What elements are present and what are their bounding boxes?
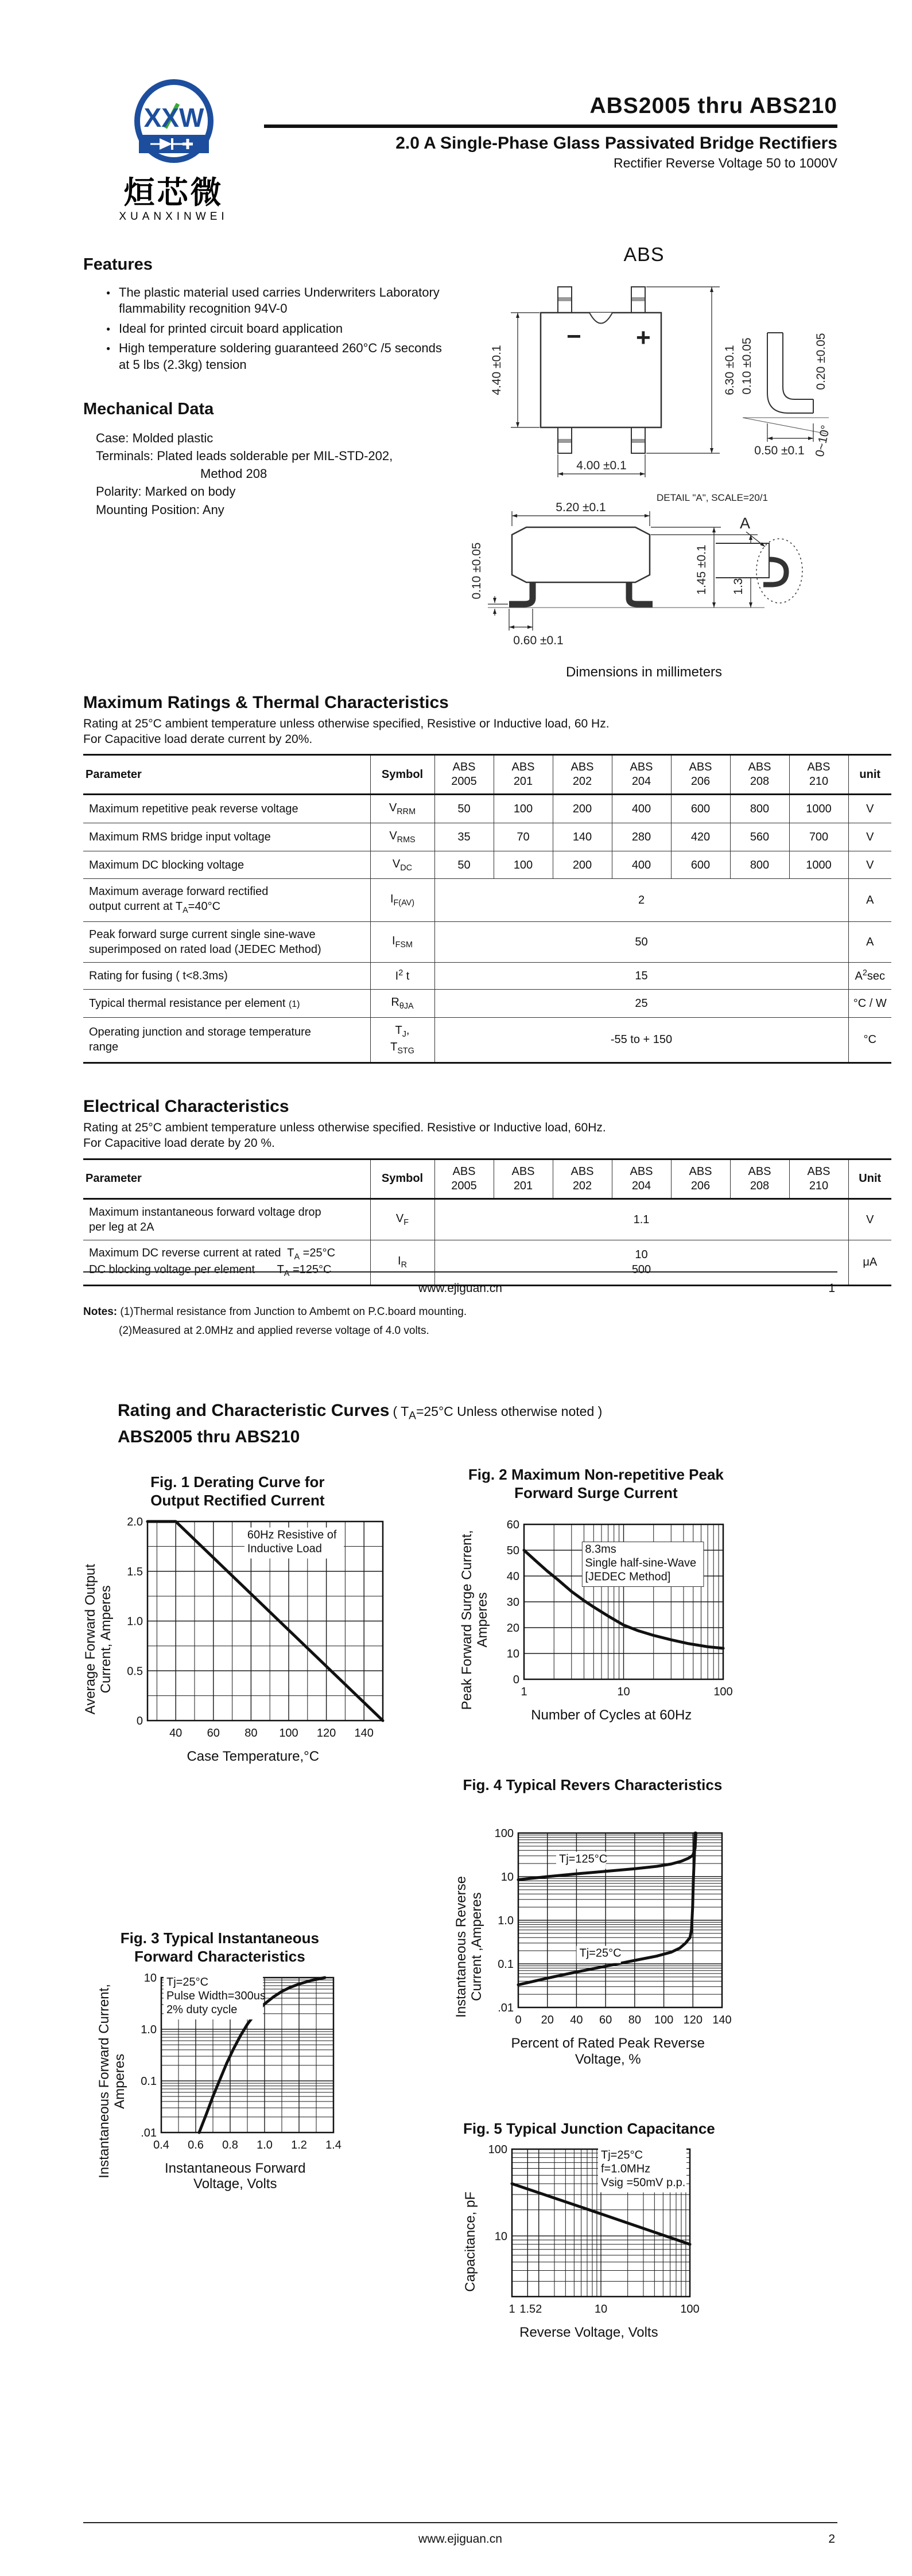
datasheet-header xyxy=(83,77,837,223)
unit-cell: μA xyxy=(848,1240,891,1285)
axis-tick-label: 1.4 xyxy=(325,2138,341,2151)
axis-tick-label: 100 xyxy=(488,2143,507,2157)
axis-tick-label: 1.5 xyxy=(126,1565,143,1578)
column-header-model: ABS 206 xyxy=(671,755,730,795)
chart-canvas xyxy=(485,1826,731,2032)
y-axis-label: Average Forward Output Current, Amperes xyxy=(83,1564,114,1715)
mechanical-heading: Mechanical Data xyxy=(83,399,214,418)
value-cell: 15 xyxy=(434,963,848,990)
table-row xyxy=(83,879,891,922)
mechanical-data-list xyxy=(83,429,451,519)
y-axis-label: Instantaneous Reverse Current ,Amperes xyxy=(453,1875,484,2018)
feature-item: ● High temperature soldering guaranteed 260°C /5 seconds at 5 lbs (2.3kg) tension xyxy=(106,340,451,373)
y-axis-label: Peak Forward Surge Current, Amperes xyxy=(459,1530,490,1710)
note-2: (2)Measured at 2.0MHz and applied reverse voltage of 4.0 volts. xyxy=(119,1325,429,1337)
symbol-cell: $V_{RRM}$ xyxy=(370,795,434,823)
axis-tick-label: 140 xyxy=(712,2014,731,2027)
curves-heading-note: ( $T_A=25^\circ C$ Unless otherwise noted ) xyxy=(393,1404,603,1422)
page-number: 1 xyxy=(828,1282,835,1295)
figure-derating-curve xyxy=(83,1473,392,1765)
axis-tick-label: 40 xyxy=(570,2014,583,2027)
annotation-text: Tj=25°C xyxy=(579,1947,622,1960)
unit-cell: $A^2\sec$ xyxy=(848,963,891,990)
mechanical-line: Case: Molded plastic xyxy=(96,430,214,445)
mechanical-line: Method 208 xyxy=(200,466,267,481)
axis-tick-label: 1.5 xyxy=(519,2303,536,2316)
header-divider xyxy=(264,124,837,128)
footer-rule xyxy=(83,2522,837,2523)
dimension-label: 0.10 ±0.05 xyxy=(470,542,483,600)
charts-area xyxy=(83,1458,837,2491)
logo-chinese-name: 烜芯微 xyxy=(123,176,224,210)
parameter-cell: Rating for fusing ( t<8.3ms) xyxy=(83,963,370,990)
axis-tick-label: 100 xyxy=(680,2303,699,2316)
dimensions-caption: Dimensions in millimeters xyxy=(565,664,723,680)
value-cell: 10 500 xyxy=(434,1240,848,1285)
column-header-model: ABS 201 xyxy=(494,1159,553,1198)
value-cell: 2 xyxy=(434,879,848,922)
chart-title: Fig. 4 Typical Revers Characteristics xyxy=(463,1776,723,1793)
chart-title: Fig. 5 Typical Junction Capacitance xyxy=(463,2119,715,2137)
unit-cell: °C xyxy=(848,1017,891,1063)
x-axis-label: Percent of Rated Peak Reverse Voltage, % xyxy=(511,2036,705,2067)
footer-rule xyxy=(83,1271,837,1273)
annotation-text: 8.3ms xyxy=(585,1543,616,1556)
column-header-model: ABS 206 xyxy=(671,1159,730,1198)
axis-tick-label: 1.0 xyxy=(497,1915,514,1928)
annotation-text: Pulse Width=300us xyxy=(166,1989,266,2002)
feature-item: ● The plastic material used carries Underwriters Laboratory flammability recognition 94V-0 xyxy=(106,285,451,317)
axis-tick-label: 2 xyxy=(535,2303,542,2316)
ratings-heading: Maximum Ratings & Thermal Characteristics xyxy=(83,692,449,712)
parameter-cell: Maximum instantaneous forward voltage drop per leg at 2A xyxy=(83,1198,370,1240)
value-cell: 420 xyxy=(671,823,730,851)
symbol-cell: $I_R$ xyxy=(370,1240,434,1285)
value-cell: 600 xyxy=(671,851,730,879)
value-cell: 50 xyxy=(434,922,848,963)
column-header-model: ABS 210 xyxy=(789,755,848,795)
axis-tick-label: 100 xyxy=(494,1827,514,1840)
column-header-model: ABS 208 xyxy=(730,755,789,795)
electrical-section xyxy=(83,1096,882,1337)
axis-tick-label: 0.1 xyxy=(497,1958,514,1971)
value-cell: -55 to + 150 xyxy=(434,1017,848,1063)
column-header-parameter: Parameter xyxy=(83,1159,370,1198)
dimension-label: 1.45 ±0.1 xyxy=(695,544,708,595)
column-header-symbol: Symbol xyxy=(370,1159,434,1198)
ratings-condition-1: Rating at 25°C ambient temperature unless otherwise specified, Resistive or Inductive load, 60 Hz. xyxy=(83,717,610,730)
electrical-heading: Electrical Characteristics xyxy=(83,1096,289,1116)
axis-tick-label: 10 xyxy=(500,1871,514,1884)
dimension-label: 0.10 ±0.05 xyxy=(740,337,754,395)
detail-a-label: DETAIL "A", SCALE=20/1 xyxy=(657,492,768,503)
axis-tick-label: 100 xyxy=(279,1726,298,1740)
value-cell: 280 xyxy=(612,823,671,851)
logo-monogram: XXW xyxy=(143,103,204,133)
axis-tick-label: 1.0 xyxy=(256,2138,273,2151)
dimension-label: 0.60 ±0.1 xyxy=(513,633,564,647)
axis-tick-label: 0.6 xyxy=(187,2138,204,2151)
dimension-label: 4.00 ±0.1 xyxy=(576,458,627,472)
annotation-text: Tj=125°C xyxy=(558,1853,607,1866)
unit-cell: V xyxy=(848,1198,891,1240)
x-axis-label: Case Temperature,°C xyxy=(187,1748,320,1764)
doc-title: 2.0 A Single-Phase Glass Passivated Bridge Rectifiers xyxy=(395,134,837,153)
axis-tick-label: 100 xyxy=(713,1685,732,1698)
chart-title: Fig. 2 Maximum Non-repetitive Peak Forward Surge Current xyxy=(468,1465,724,1502)
axis-tick-label: 20 xyxy=(506,1621,519,1635)
y-axis-label: Instantaneous Forward Current, Amperes xyxy=(96,1984,127,2179)
chart-canvas xyxy=(128,1971,343,2157)
maximum-ratings-section xyxy=(83,692,887,1064)
plus-marking: + xyxy=(636,323,651,352)
column-header-model: ABS 2005 xyxy=(434,755,494,795)
package-name: ABS xyxy=(623,243,665,266)
value-cell: 560 xyxy=(730,823,789,851)
axis-tick-label: 40 xyxy=(506,1570,519,1583)
logo-english-name: XUANXINWEI xyxy=(119,210,228,223)
figure-reverse-characteristics xyxy=(454,1776,731,2068)
value-cell: 700 xyxy=(789,823,848,851)
features-list xyxy=(83,285,451,373)
axis-tick-label: 10 xyxy=(494,2230,507,2243)
axis-tick-label: 1 xyxy=(509,2303,515,2316)
mechanical-line: Mounting Position: Any xyxy=(96,502,224,517)
detail-a-letter: A xyxy=(740,514,751,532)
parameter-cell: Maximum RMS bridge input voltage xyxy=(83,823,370,851)
axis-tick-label: 0.4 xyxy=(153,2138,169,2151)
unit-cell: A xyxy=(848,879,891,922)
curves-subheading: ABS2005 thru ABS210 xyxy=(118,1427,300,1446)
symbol-cell: $R_{\theta JA}$ xyxy=(370,989,434,1017)
chart-title: Fig. 3 Typical Instantaneous Forward Characteristics xyxy=(120,1929,319,1966)
dimension-label: 5.20 ±0.1 xyxy=(556,500,606,514)
axis-tick-label: 10 xyxy=(506,1647,519,1660)
parameter-cell: Peak forward surge current single sine-wave superimposed on rated load (JEDEC Method) xyxy=(83,922,370,963)
unit-cell: V xyxy=(848,795,891,823)
value-cell: 50 xyxy=(434,851,494,879)
axis-tick-label: 60 xyxy=(599,2014,612,2027)
column-header-model: ABS 202 xyxy=(553,1159,612,1198)
unit-cell: V xyxy=(848,851,891,879)
axis-tick-label: 40 xyxy=(169,1726,183,1740)
x-axis-label: Number of Cycles at 60Hz xyxy=(531,1707,692,1723)
column-header-unit: Unit xyxy=(848,1159,891,1198)
unit-cell: °C / W xyxy=(848,989,891,1017)
axis-tick-label: 0 xyxy=(515,2014,522,2027)
table-row xyxy=(83,795,891,823)
lead-right xyxy=(629,582,653,604)
ratings-condition-2: For Capacitive load derate current by 20%. xyxy=(83,732,313,746)
dimension-label: 0~10° xyxy=(813,423,833,458)
column-header-model: ABS 202 xyxy=(553,755,612,795)
footer-website-link[interactable]: www.ejiguan.cn xyxy=(418,1282,502,1295)
value-cell: 1.1 xyxy=(434,1198,848,1240)
table-header-row xyxy=(83,755,891,795)
axis-tick-label: 100 xyxy=(654,2014,674,2027)
chart-canvas xyxy=(479,2142,699,2321)
parameter-cell: Typical thermal resistance per element (1) xyxy=(83,989,370,1017)
unit-cell: V xyxy=(848,823,891,851)
column-header-model: ABS 204 xyxy=(612,755,671,795)
electrical-condition-1: Rating at 25°C ambient temperature unless otherwise specified. Resistive or Inductive load, 60Hz. xyxy=(83,1120,606,1134)
notes xyxy=(83,1302,837,1337)
unit-cell: A xyxy=(848,922,891,963)
lead-left xyxy=(509,582,533,604)
left-column xyxy=(83,244,451,680)
electrical-condition-2: For Capacitive load derate by 20 %. xyxy=(83,1137,275,1150)
annotation-text: Tj=25°C xyxy=(166,1975,208,1989)
table-row xyxy=(83,823,891,851)
page-number: 2 xyxy=(828,2532,835,2546)
notes-label: Notes: xyxy=(83,1306,118,1318)
doc-subtitle: Rectifier Reverse Voltage 50 to 1000V xyxy=(614,155,837,170)
axis-tick-label: 80 xyxy=(628,2014,641,2027)
mechanical-line: Polarity: Marked on body xyxy=(96,484,236,499)
parameter-cell: Maximum DC reverse current at rated $T_A =25^\circ C$ DC blocking voltage per element $T_A =125^\circ C$ xyxy=(83,1240,370,1285)
logo-mark-icon xyxy=(125,77,223,174)
axis-tick-label: 1.0 xyxy=(140,2023,157,2036)
column-header-model: ABS 208 xyxy=(730,1159,789,1198)
symbol-cell: $T_J$, $T_{STG}$ xyxy=(370,1017,434,1063)
axis-tick-label: 0 xyxy=(136,1714,143,1727)
footer-website-link[interactable]: www.ejiguan.cn xyxy=(418,2532,502,2546)
maximum-ratings-table xyxy=(83,754,891,1064)
value-cell: 600 xyxy=(671,795,730,823)
parameter-cell: Maximum DC blocking voltage xyxy=(83,851,370,879)
axis-tick-label: 10 xyxy=(617,1685,630,1698)
value-cell: 200 xyxy=(553,795,612,823)
company-logo xyxy=(83,77,264,223)
column-header-symbol: Symbol xyxy=(370,755,434,795)
axis-tick-label: 10 xyxy=(594,2303,607,2316)
table-row xyxy=(83,989,891,1017)
axis-tick-label: 0.1 xyxy=(140,2075,157,2088)
table-row xyxy=(83,851,891,879)
value-cell: 25 xyxy=(434,989,848,1017)
value-cell: 140 xyxy=(553,823,612,851)
value-cell: 50 xyxy=(434,795,494,823)
figure-forward-characteristics xyxy=(97,1929,343,2192)
curves-heading-text: Rating and Characteristic Curves xyxy=(118,1401,390,1420)
axis-tick-label: 1 xyxy=(521,1685,527,1698)
column-header-model: ABS 2005 xyxy=(434,1159,494,1198)
page-2 xyxy=(0,1337,912,2576)
axis-tick-label: 1.2 xyxy=(290,2138,307,2151)
dimension-label: 4.40 ±0.1 xyxy=(490,344,503,395)
table-row xyxy=(83,963,891,990)
part-number-range: ABS2005 thru ABS210 xyxy=(589,94,837,118)
value-cell: 1000 xyxy=(789,795,848,823)
axis-tick-label: 10 xyxy=(143,1971,157,1984)
column-header-parameter: Parameter xyxy=(83,755,370,795)
annotation-text: [JEDEC Method] xyxy=(585,1570,671,1583)
column-header-model: ABS 210 xyxy=(789,1159,848,1198)
header-title-block xyxy=(264,77,837,223)
page-footer xyxy=(83,2522,837,2546)
symbol-cell: $V_{DC}$ xyxy=(370,851,434,879)
minus-marking: − xyxy=(566,322,581,351)
electrical-characteristics-table xyxy=(83,1158,891,1286)
value-cell: 35 xyxy=(434,823,494,851)
x-axis-label: Reverse Voltage, Volts xyxy=(519,2325,658,2341)
value-cell: 200 xyxy=(553,851,612,879)
parameter-cell: Maximum average forward rectified output current at $T_A=40^\circ C$ xyxy=(83,879,370,922)
value-cell: 400 xyxy=(612,851,671,879)
axis-tick-label: .01 xyxy=(140,2126,157,2139)
annotation-text: Inductive Load xyxy=(247,1542,322,1555)
features-heading: Features xyxy=(83,255,153,274)
axis-tick-label: 60 xyxy=(506,1518,519,1531)
symbol-cell: $V_F$ xyxy=(370,1198,434,1240)
axis-tick-label: 0.8 xyxy=(222,2138,238,2151)
package-body-side xyxy=(512,527,650,582)
note-1: (1)Thermal resistance from Junction to Ambemt on P.C.board mounting. xyxy=(120,1306,467,1318)
parameter-cell: Maximum repetitive peak reverse voltage xyxy=(83,795,370,823)
value-cell: 800 xyxy=(730,851,789,879)
feature-item: ● Ideal for printed circuit board application xyxy=(106,321,451,337)
axis-tick-label: 80 xyxy=(245,1726,258,1740)
dimension-label: 6.30 ±0.1 xyxy=(723,344,736,395)
curves-heading xyxy=(118,1401,837,1423)
annotation-text: 60Hz Resistive of xyxy=(247,1528,337,1542)
right-column xyxy=(451,244,837,680)
note-line-1 xyxy=(83,1302,837,1321)
value-cell: 100 xyxy=(494,795,553,823)
axis-tick-label: .01 xyxy=(497,2002,514,2015)
figure-surge-current xyxy=(460,1465,732,1723)
figure-junction-capacitance xyxy=(463,2119,715,2341)
axis-tick-label: 30 xyxy=(506,1596,519,1609)
axis-tick-label: 1.0 xyxy=(126,1615,143,1628)
column-header-model: ABS 204 xyxy=(612,1159,671,1198)
annotation-text: f=1.0MHz xyxy=(600,2162,651,2176)
x-axis-label: Instantaneous Forward Voltage, Volts xyxy=(165,2160,306,2192)
annotation-text: 2% duty cycle xyxy=(166,2003,238,2016)
parameter-cell: Operating junction and storage temperature range xyxy=(83,1017,370,1063)
column-header-unit: unit xyxy=(848,755,891,795)
axis-tick-label: 50 xyxy=(506,1544,519,1557)
value-cell: 400 xyxy=(612,795,671,823)
table-row xyxy=(83,1017,891,1063)
value-cell: 1000 xyxy=(789,851,848,879)
value-cell: 70 xyxy=(494,823,553,851)
dimension-label: 0.20 ±0.05 xyxy=(814,333,828,390)
chart-canvas xyxy=(491,1517,732,1703)
axis-tick-label: 120 xyxy=(316,1726,336,1740)
symbol-cell: $V_{RMS}$ xyxy=(370,823,434,851)
axis-tick-label: 60 xyxy=(207,1726,220,1740)
mechanical-line: Terminals: Plated leads solderable per MIL-STD-202, xyxy=(96,448,393,463)
axis-tick-label: 2.0 xyxy=(126,1515,143,1528)
detail-body xyxy=(716,543,769,578)
symbol-cell: $I_{F(AV)}$ xyxy=(370,879,434,922)
table-header-row xyxy=(83,1159,891,1198)
symbol-cell: $I_{FSM}$ xyxy=(370,922,434,963)
package-outline-side-view xyxy=(455,486,833,658)
annotation-text: Tj=25°C xyxy=(600,2149,643,2162)
axis-tick-label: 140 xyxy=(354,1726,374,1740)
column-header-model: ABS 201 xyxy=(494,755,553,795)
axis-tick-label: 120 xyxy=(683,2014,703,2027)
y-axis-label: Capacitance, pF xyxy=(463,2191,478,2292)
value-cell: 100 xyxy=(494,851,553,879)
annotation-text: Vsig =50mV p.p. xyxy=(600,2176,686,2189)
table-row xyxy=(83,1198,891,1240)
page-footer xyxy=(83,1271,837,1295)
chart-title: Fig. 1 Derating Curve for Output Rectified Current xyxy=(150,1473,325,1509)
package-outline-top-view xyxy=(455,270,833,483)
axis-tick-label: 0 xyxy=(513,1673,519,1686)
dimension-label: 0.50 ±0.1 xyxy=(754,443,805,457)
value-cell: 800 xyxy=(730,795,789,823)
lead-detail-sketch xyxy=(767,333,813,413)
annotation-text: Single half-sine-Wave xyxy=(585,1557,696,1570)
table-row xyxy=(83,922,891,963)
axis-tick-label: 0.5 xyxy=(126,1664,143,1678)
symbol-cell: $I^2$ t xyxy=(370,963,434,990)
axis-tick-label: 20 xyxy=(541,2014,554,2027)
chart-canvas xyxy=(114,1515,392,1745)
